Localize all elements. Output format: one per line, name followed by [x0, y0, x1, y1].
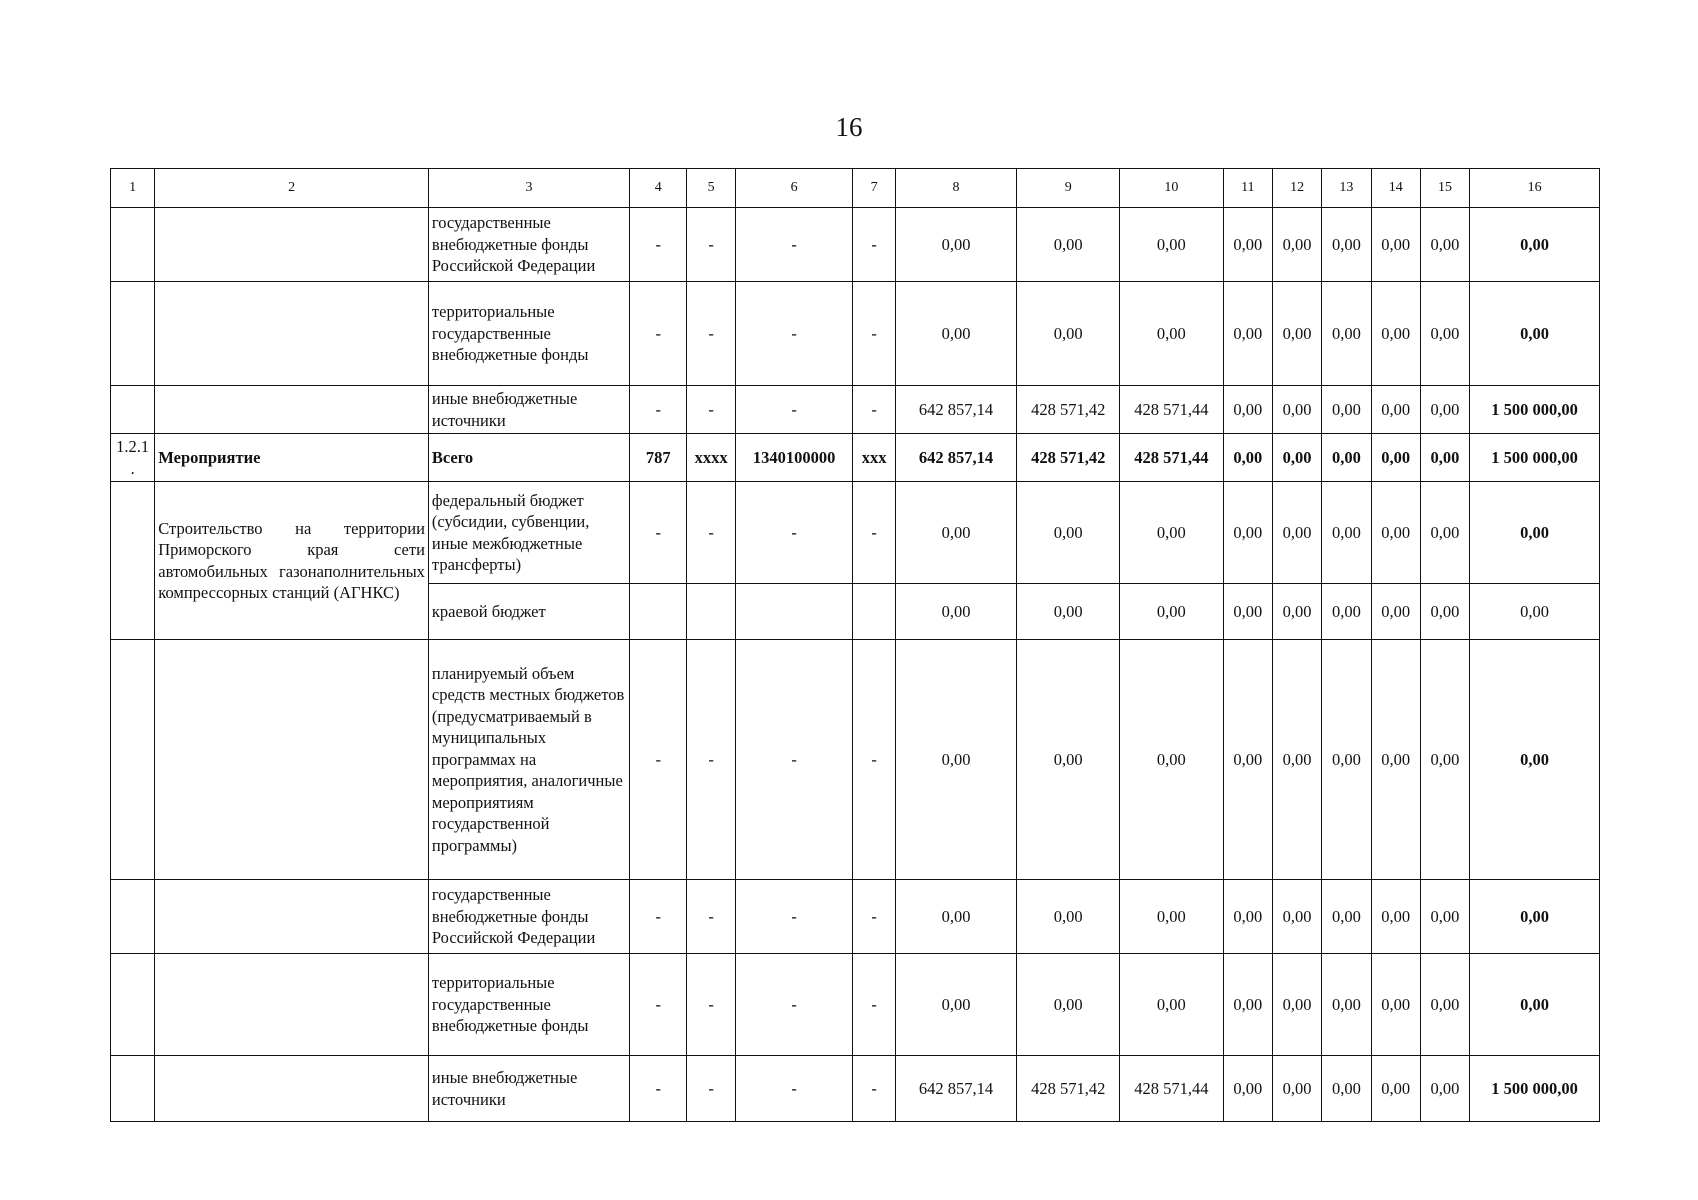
- cell-c8: 642 857,14: [895, 434, 1017, 482]
- funding-source: государственные внебюджетные фонды Российской Федерации: [428, 208, 629, 282]
- index-cell: [111, 482, 155, 640]
- cell-c14: 0,00: [1371, 208, 1420, 282]
- cell-c11: 0,00: [1223, 482, 1272, 584]
- column-header: 16: [1470, 169, 1600, 208]
- cell-c15: 0,00: [1420, 584, 1469, 640]
- cell-c5: -: [687, 386, 735, 434]
- cell-c11: 0,00: [1223, 434, 1272, 482]
- cell-c15: 0,00: [1420, 434, 1469, 482]
- measure-title: Мероприятие: [155, 434, 429, 482]
- cell-c7: -: [853, 208, 895, 282]
- cell-c4: -: [630, 954, 687, 1056]
- cell-c6: -: [735, 640, 853, 880]
- column-header: 7: [853, 169, 895, 208]
- cell-c9: 0,00: [1017, 640, 1120, 880]
- cell-c15: 0,00: [1420, 282, 1469, 386]
- table-row: [111, 880, 1600, 954]
- cell-c16: 1 500 000,00: [1470, 386, 1600, 434]
- cell-c13: 0,00: [1322, 434, 1371, 482]
- cell-c11: 0,00: [1223, 880, 1272, 954]
- cell-c8: 0,00: [895, 482, 1017, 584]
- index-cell: [111, 880, 155, 954]
- cell-c12: 0,00: [1272, 880, 1321, 954]
- column-header: 1: [111, 169, 155, 208]
- name-cell: [155, 640, 429, 880]
- cell-c5: -: [687, 208, 735, 282]
- cell-c9: 0,00: [1017, 954, 1120, 1056]
- cell-c9: 0,00: [1017, 282, 1120, 386]
- cell-c5: -: [687, 282, 735, 386]
- cell-c10: 0,00: [1120, 584, 1224, 640]
- cell-c14: 0,00: [1371, 954, 1420, 1056]
- cell-c15: 0,00: [1420, 954, 1469, 1056]
- name-cell: [155, 880, 429, 954]
- cell-c4: -: [630, 282, 687, 386]
- index-cell: [111, 386, 155, 434]
- cell-c11: 0,00: [1223, 584, 1272, 640]
- cell-c4: -: [630, 1056, 687, 1122]
- cell-c14: 0,00: [1371, 880, 1420, 954]
- cell-c14: 0,00: [1371, 282, 1420, 386]
- name-cell: [155, 282, 429, 386]
- column-header: 15: [1420, 169, 1469, 208]
- funding-source: Всего: [428, 434, 629, 482]
- column-header: 2: [155, 169, 429, 208]
- cell-c11: 0,00: [1223, 208, 1272, 282]
- cell-c7: ххх: [853, 434, 895, 482]
- cell-c16: 0,00: [1470, 584, 1600, 640]
- cell-c6: -: [735, 1056, 853, 1122]
- page-number: 16: [835, 112, 863, 142]
- column-header: 3: [428, 169, 629, 208]
- cell-c4: 787: [630, 434, 687, 482]
- cell-c4: -: [630, 880, 687, 954]
- column-header: 6: [735, 169, 853, 208]
- cell-c10: 0,00: [1120, 208, 1224, 282]
- cell-c15: 0,00: [1420, 1056, 1469, 1122]
- cell-c8: 0,00: [895, 584, 1017, 640]
- cell-c15: 0,00: [1420, 640, 1469, 880]
- cell-c4: -: [630, 482, 687, 584]
- index-cell: [111, 954, 155, 1056]
- cell-c12: 0,00: [1272, 482, 1321, 584]
- column-header: 4: [630, 169, 687, 208]
- cell-c6: -: [735, 208, 853, 282]
- cell-c6: [735, 584, 853, 640]
- cell-c12: 0,00: [1272, 640, 1321, 880]
- cell-c5: -: [687, 640, 735, 880]
- cell-c8: 642 857,14: [895, 1056, 1017, 1122]
- measure-total-row: [111, 434, 1600, 482]
- cell-c6: -: [735, 386, 853, 434]
- cell-c14: 0,00: [1371, 640, 1420, 880]
- cell-c9: 428 571,42: [1017, 386, 1120, 434]
- funding-source: территориальные государственные внебюджетные фонды: [428, 282, 629, 386]
- cell-c5: -: [687, 1056, 735, 1122]
- column-header: 5: [687, 169, 735, 208]
- cell-c15: 0,00: [1420, 880, 1469, 954]
- name-cell: [155, 386, 429, 434]
- cell-c6: -: [735, 954, 853, 1056]
- cell-c11: 0,00: [1223, 282, 1272, 386]
- funding-source: федеральный бюджет (субсидии, субвенции, иные межбюджетные трансферты): [428, 482, 629, 584]
- cell-c7: -: [853, 954, 895, 1056]
- cell-c13: 0,00: [1322, 1056, 1371, 1122]
- cell-c12: 0,00: [1272, 1056, 1321, 1122]
- cell-c16: 0,00: [1470, 880, 1600, 954]
- cell-c10: 0,00: [1120, 482, 1224, 584]
- cell-c8: 0,00: [895, 880, 1017, 954]
- measure-description: Строительство на территории Приморского края сети автомобильных газонаполнительных компрессорных станций (АГНКС): [155, 482, 429, 640]
- cell-c4: -: [630, 208, 687, 282]
- cell-c13: 0,00: [1322, 640, 1371, 880]
- budget-table: [110, 168, 1600, 1122]
- cell-c16: 0,00: [1470, 954, 1600, 1056]
- cell-c6: -: [735, 880, 853, 954]
- header-row: [111, 169, 1600, 208]
- cell-c12: 0,00: [1272, 584, 1321, 640]
- funding-source: краевой бюджет: [428, 584, 629, 640]
- cell-c11: 0,00: [1223, 386, 1272, 434]
- cell-c16: 1 500 000,00: [1470, 1056, 1600, 1122]
- cell-c14: 0,00: [1371, 434, 1420, 482]
- table-row: [111, 208, 1600, 282]
- cell-c12: 0,00: [1272, 386, 1321, 434]
- column-header: 13: [1322, 169, 1371, 208]
- funding-source: территориальные государственные внебюджетные фонды: [428, 954, 629, 1056]
- funding-source: иные внебюджетные источники: [428, 1056, 629, 1122]
- column-header: 12: [1272, 169, 1321, 208]
- cell-c16: 1 500 000,00: [1470, 434, 1600, 482]
- cell-c4: -: [630, 640, 687, 880]
- index-cell: [111, 640, 155, 880]
- cell-c9: 0,00: [1017, 208, 1120, 282]
- cell-c5: -: [687, 954, 735, 1056]
- cell-c15: 0,00: [1420, 482, 1469, 584]
- cell-c12: 0,00: [1272, 954, 1321, 1056]
- cell-c7: [853, 584, 895, 640]
- cell-c10: 428 571,44: [1120, 434, 1224, 482]
- table-row: [111, 386, 1600, 434]
- cell-c12: 0,00: [1272, 434, 1321, 482]
- cell-c12: 0,00: [1272, 208, 1321, 282]
- cell-c7: -: [853, 386, 895, 434]
- cell-c9: 0,00: [1017, 482, 1120, 584]
- cell-c9: 428 571,42: [1017, 1056, 1120, 1122]
- cell-c16: 0,00: [1470, 640, 1600, 880]
- cell-c13: 0,00: [1322, 208, 1371, 282]
- cell-c6: -: [735, 482, 853, 584]
- cell-c8: 0,00: [895, 640, 1017, 880]
- column-header: 10: [1120, 169, 1224, 208]
- index-cell: [111, 282, 155, 386]
- cell-c10: 428 571,44: [1120, 386, 1224, 434]
- cell-c11: 0,00: [1223, 1056, 1272, 1122]
- index-cell: [111, 1056, 155, 1122]
- cell-c4: -: [630, 386, 687, 434]
- cell-c7: -: [853, 1056, 895, 1122]
- cell-c7: -: [853, 282, 895, 386]
- table-row: [111, 282, 1600, 386]
- cell-c6: -: [735, 282, 853, 386]
- funding-source: планируемый объем средств местных бюджетов (предусматриваемый в муниципальных программах на мероприятия, аналогичные мероприятиям государственной программы): [428, 640, 629, 880]
- cell-c16: 0,00: [1470, 208, 1600, 282]
- name-cell: [155, 954, 429, 1056]
- cell-c14: 0,00: [1371, 386, 1420, 434]
- cell-c7: -: [853, 880, 895, 954]
- cell-c13: 0,00: [1322, 282, 1371, 386]
- cell-c7: -: [853, 482, 895, 584]
- cell-c8: 642 857,14: [895, 386, 1017, 434]
- cell-c16: 0,00: [1470, 482, 1600, 584]
- name-cell: [155, 1056, 429, 1122]
- cell-c15: 0,00: [1420, 386, 1469, 434]
- cell-c14: 0,00: [1371, 584, 1420, 640]
- cell-c10: 428 571,44: [1120, 1056, 1224, 1122]
- cell-c13: 0,00: [1322, 386, 1371, 434]
- cell-c13: 0,00: [1322, 954, 1371, 1056]
- funding-source: государственные внебюджетные фонды Российской Федерации: [428, 880, 629, 954]
- cell-c11: 0,00: [1223, 640, 1272, 880]
- column-header: 8: [895, 169, 1017, 208]
- measure-index: 1.2.1 .: [111, 434, 155, 482]
- cell-c7: -: [853, 640, 895, 880]
- cell-c10: 0,00: [1120, 640, 1224, 880]
- cell-c5: -: [687, 482, 735, 584]
- funding-source: иные внебюджетные источники: [428, 386, 629, 434]
- cell-c9: 0,00: [1017, 880, 1120, 954]
- index-cell: [111, 208, 155, 282]
- column-header: 11: [1223, 169, 1272, 208]
- cell-c5: [687, 584, 735, 640]
- table-row: [111, 482, 1600, 584]
- cell-c16: 0,00: [1470, 282, 1600, 386]
- table-row: [111, 1056, 1600, 1122]
- cell-c13: 0,00: [1322, 584, 1371, 640]
- cell-c12: 0,00: [1272, 282, 1321, 386]
- cell-c8: 0,00: [895, 282, 1017, 386]
- cell-c13: 0,00: [1322, 880, 1371, 954]
- table-row: [111, 954, 1600, 1056]
- table-row: [111, 640, 1600, 880]
- cell-c10: 0,00: [1120, 282, 1224, 386]
- cell-c4: [630, 584, 687, 640]
- name-cell: [155, 208, 429, 282]
- cell-c14: 0,00: [1371, 482, 1420, 584]
- cell-c5: хххх: [687, 434, 735, 482]
- cell-c9: 0,00: [1017, 584, 1120, 640]
- cell-c8: 0,00: [895, 208, 1017, 282]
- cell-c14: 0,00: [1371, 1056, 1420, 1122]
- cell-c5: -: [687, 880, 735, 954]
- cell-c6: 1340100000: [735, 434, 853, 482]
- cell-c13: 0,00: [1322, 482, 1371, 584]
- cell-c15: 0,00: [1420, 208, 1469, 282]
- cell-c10: 0,00: [1120, 954, 1224, 1056]
- column-header: 14: [1371, 169, 1420, 208]
- column-header: 9: [1017, 169, 1120, 208]
- cell-c11: 0,00: [1223, 954, 1272, 1056]
- cell-c8: 0,00: [895, 954, 1017, 1056]
- cell-c9: 428 571,42: [1017, 434, 1120, 482]
- cell-c10: 0,00: [1120, 880, 1224, 954]
